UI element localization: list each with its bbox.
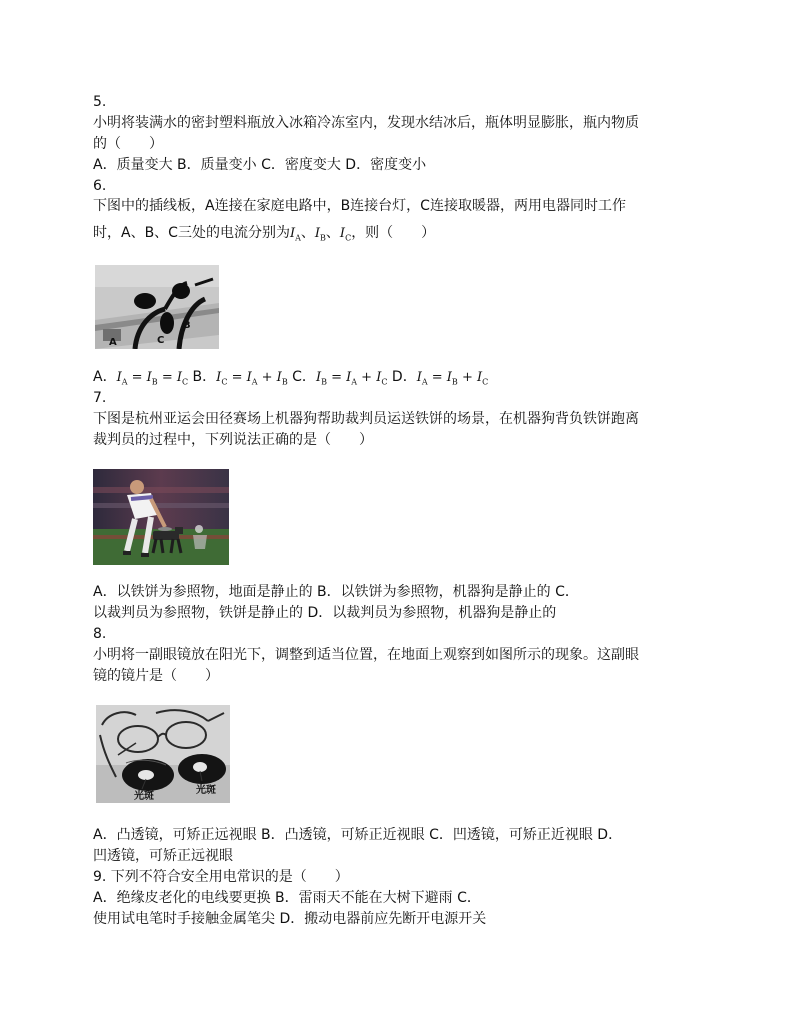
q6-option-b-label: B． [188, 369, 217, 385]
power-strip-photo [95, 265, 219, 349]
q9-options-line2: 使用试电笔时手接触金属笔尖 D．搬动电器前应先断开电源开关 [93, 911, 487, 927]
q6-option-d-formula: $I_A = I_B + I_C$ [416, 370, 489, 387]
q8-number: 8. [93, 626, 107, 642]
q6-option-b-formula: $I_C = I_A + I_B$ [216, 370, 288, 387]
q6-option-a-formula: $I_A = I_B = I_C$ [116, 370, 189, 387]
q6-options [93, 367, 488, 393]
q8-stem-line2: 镜的镜片是（ ） [93, 668, 219, 684]
current-ic-symbol: $I_C$ [339, 226, 352, 243]
eyeglasses-photo [96, 705, 230, 803]
q6-number: 6. [93, 178, 107, 194]
q6-option-c-formula: $I_B = I_A + I_C$ [315, 370, 388, 387]
current-ib-symbol: $I_B$ [314, 226, 326, 243]
q5-number: 5. [93, 94, 107, 110]
q5-options: A．质量变大 B．质量变小 C．密度变大 D．密度变小 [93, 157, 427, 173]
current-ia-symbol: $I_A$ [289, 226, 301, 243]
q6-stem-sep2: 、 [325, 225, 340, 241]
robot-dog-photo [93, 469, 229, 565]
q8-options-line1: A．凸透镜，可矫正远视眼 B．凸透镜，可矫正近视眼 C．凹透镜，可矫正近视眼 D． [93, 827, 623, 843]
q6-stem-line1: 下图中的插线板，A连接在家庭电路中，B连接台灯，C连接取暖器，两用电器同时工作 [93, 198, 626, 214]
light-spot-label-right: 光斑 [196, 785, 216, 796]
q7-options-line2: 以裁判员为参照物，铁饼是静止的 D．以裁判员为参照物，机器狗是静止的 [93, 605, 557, 621]
strip-label-c: C [157, 335, 165, 346]
light-spot-label-left: 光斑 [134, 791, 154, 802]
q6-stem-sep1: 、 [300, 225, 315, 241]
q8-options-line2: 凹透镜，可矫正远视眼 [93, 848, 233, 864]
q8-stem-line1: 小明将一副眼镜放在阳光下，调整到适当位置，在地面上观察到如图所示的现象。这副眼 [93, 647, 639, 663]
q6-stem-line2 [93, 223, 435, 249]
q5-stem-line1: 小明将装满水的密封塑料瓶放入冰箱冷冻室内，发现水结冰后，瓶体明显膨胀，瓶内物质 [93, 115, 639, 131]
q9-stem: 9. 下列不符合安全用电常识的是（ ） [93, 869, 349, 885]
q7-options-line1: A．以铁饼为参照物，地面是静止的 B．以铁饼为参照物，机器狗是静止的 C． [93, 584, 579, 600]
q6-option-d-label: D． [387, 369, 417, 385]
q6-stem-text-d: ，则（ ） [351, 225, 436, 241]
q7-stem-line1: 下图是杭州亚运会田径赛场上机器狗帮助裁判员运送铁饼的场景，在机器狗背负铁饼跑离 [93, 411, 639, 427]
strip-label-b: B [183, 320, 191, 331]
q7-stem-line2: 裁判员的过程中，下列说法正确的是（ ） [93, 432, 373, 448]
q6-stem-text-a: 时，A、B、C三处的电流分别为 [93, 225, 290, 241]
q5-stem-line2: 的（ ） [93, 136, 163, 152]
q6-option-a-label: A． [93, 369, 117, 385]
q7-number: 7. [93, 390, 107, 406]
q9-options-line1: A．绝缘皮老化的电线要更换 B．雷雨天不能在大树下避雨 C． [93, 890, 481, 906]
q6-option-c-label: C． [287, 369, 316, 385]
strip-label-a: A [109, 337, 117, 348]
